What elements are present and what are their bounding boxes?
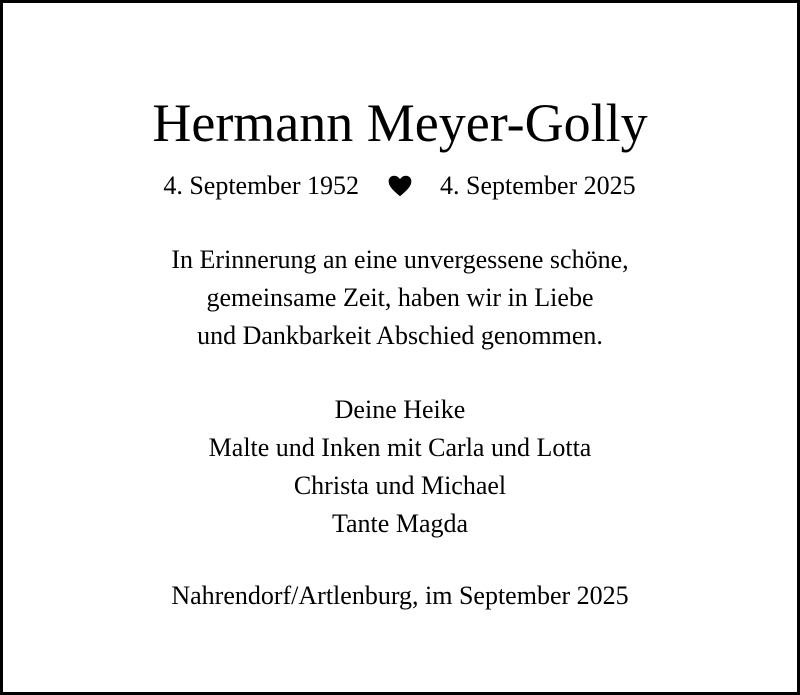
mourner-line: Deine Heike [334, 395, 466, 424]
message-line: In Erinnerung an eine unvergessene schöne, [171, 245, 629, 274]
mourner-line: Tante Magda [331, 509, 469, 538]
message-line: gemeinsame Zeit, haben wir in Liebe [206, 283, 594, 312]
mourner-line: Malte und Inken mit Carla und Lotta [208, 433, 592, 462]
death-date: 4. September 2025 [440, 171, 636, 200]
life-dates [3, 169, 797, 203]
message-line: und Dankbarkeit Abschied genommen. [197, 321, 603, 350]
heart-icon [387, 173, 413, 199]
birth-date: 4. September 1952 [163, 171, 359, 200]
mourner-line: Christa und Michael [293, 471, 507, 500]
place-and-date: Nahrendorf/Artlenburg, im September 2025 [171, 581, 629, 610]
farewell-message [3, 241, 797, 355]
deceased-name: Hermann Meyer-Golly [152, 93, 648, 153]
mourners-list [3, 391, 797, 543]
